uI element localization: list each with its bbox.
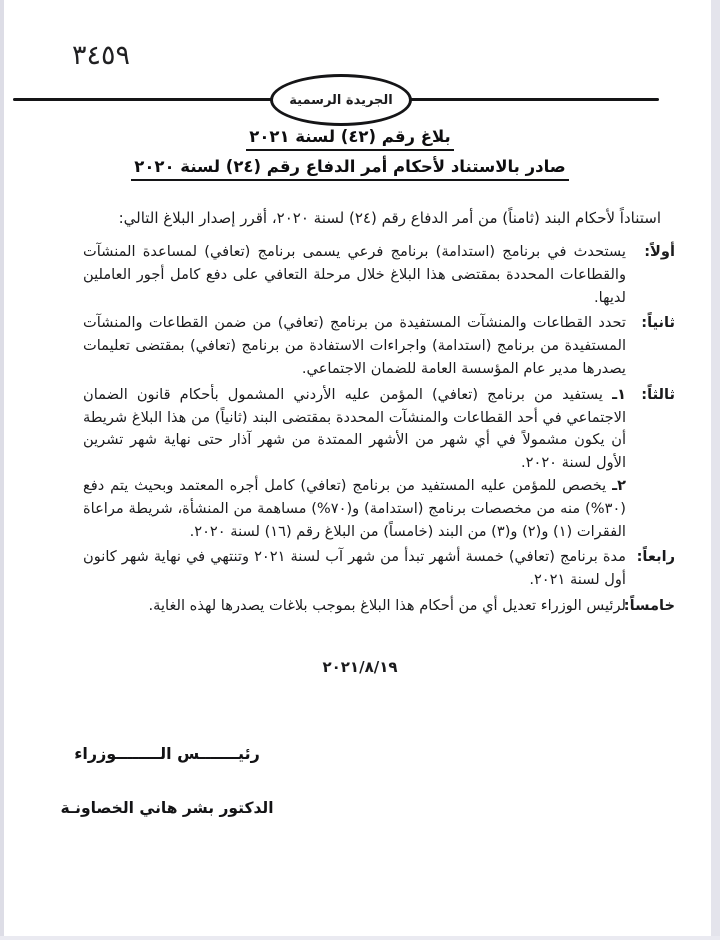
intro-paragraph: استناداً لأحكام البند (ثامناً) من أمر الدفاع رقم (٢٤) لسنة ٢٠٢٠، أقرر إصدار البلاغ التالي: (118, 209, 661, 227)
gazette-stamp (270, 74, 412, 126)
issue-date: ٢٠٢١/٨/١٩ (322, 658, 398, 676)
clauses (83, 241, 675, 621)
scan-edge-right (711, 0, 720, 940)
clause-fifth-label: خامساً: (623, 596, 675, 614)
gazette-stamp-label: الجريدة الرسمية (289, 92, 393, 108)
page-number: ٣٤٥٩ (72, 40, 131, 71)
clause-third-item-2-number: ٢ـ (612, 476, 626, 494)
clause-fourth-label: رابعاً: (636, 548, 675, 566)
clause-third-item-1 (83, 386, 626, 471)
clause-third (83, 384, 675, 544)
clause-first-text: يستحدث في برنامج (استدامة) برنامج فرعي يسمى برنامج (تعافي) لمساعدة المنشآت والقطاعات المحددة بمقتضى هذا البلاغ خلال مرحلة التعافي على دفع كامل أجور العاملين لديها. (83, 243, 626, 306)
signature-block (58, 744, 276, 817)
signature-title: رئيـــــــس الــــــــوزراء (74, 744, 260, 763)
clause-third-item-2-text: يخصص للمؤمن عليه المستفيد من برنامج (تعافي) كامل أجره المعتمد وبحيث يتم دفع (٣٠%) منه من مخصصات برنامج (استدامة) و(٧٠%) مساهمة من المنشأة، شريطة مراعاة الفقرات (١) و(٢) و(٣) من البند (خامساً) من البلاغ رقم (١٦) لسنة ٢٠٢٠. (83, 476, 626, 540)
scan-edge-bottom (0, 936, 720, 940)
clause-third-item-2 (83, 475, 626, 543)
clause-third-label: ثالثاً: (641, 385, 675, 403)
clause-fifth-text: لرئيس الوزراء تعديل أي من أحكام هذا البلاغ بموجب بلاغات يصدرها لهذه الغاية. (148, 596, 626, 614)
clause-fourth (83, 546, 675, 592)
clause-first-label: أولاً: (644, 243, 675, 260)
clause-third-item-1-text: يستفيد من برنامج (تعافي) المؤمن عليه الأردني المشمول بأحكام قانون الضمان الاجتماعي في أحد القطاعات والمنشآت المحددة بمقتضى البند (ثانياً) من هذا البلاغ شريطة أن يكون مشمولاً في أي شهر من الأشهر الممتدة من شهر آذار حتى نهاية شهر تشرين الأول لسنة ٢٠٢٠. (83, 385, 626, 472)
clause-fourth-text: مدة برنامج (تعافي) خمسة أشهر تبدأ من شهر آب لسنة ٢٠٢١ وتنتهي في نهاية شهر كانون أول لسنة ٢٠٢١. (83, 548, 626, 589)
clause-second-label: ثانياً: (641, 314, 675, 332)
bulletin-title: بلاغ رقم (٤٢) لسنة ٢٠٢١ (0, 127, 700, 151)
clause-fifth (83, 595, 675, 618)
clause-second-text: تحدد القطاعات والمنشآت المستفيدة من برنامج (تعافي) من ضمن القطاعات والمنشآت المستفيدة من برنامج (استدامة) واجراءات الاستفادة من برنامج (تعافي) بمقتضى تعليمات يصدرها مدير عام المؤسسة العامة للضمان الاجتماعي. (83, 314, 626, 377)
clause-third-item-1-number: ١ـ (612, 385, 626, 403)
clause-second (83, 312, 675, 380)
bulletin-subtitle: صادر بالاستناد لأحكام أمر الدفاع رقم (٢٤) لسنة ٢٠٢٠ (0, 157, 700, 181)
signature-name: الدكتور بشر هاني الخصاونـة (60, 799, 274, 817)
clause-first (83, 241, 675, 309)
